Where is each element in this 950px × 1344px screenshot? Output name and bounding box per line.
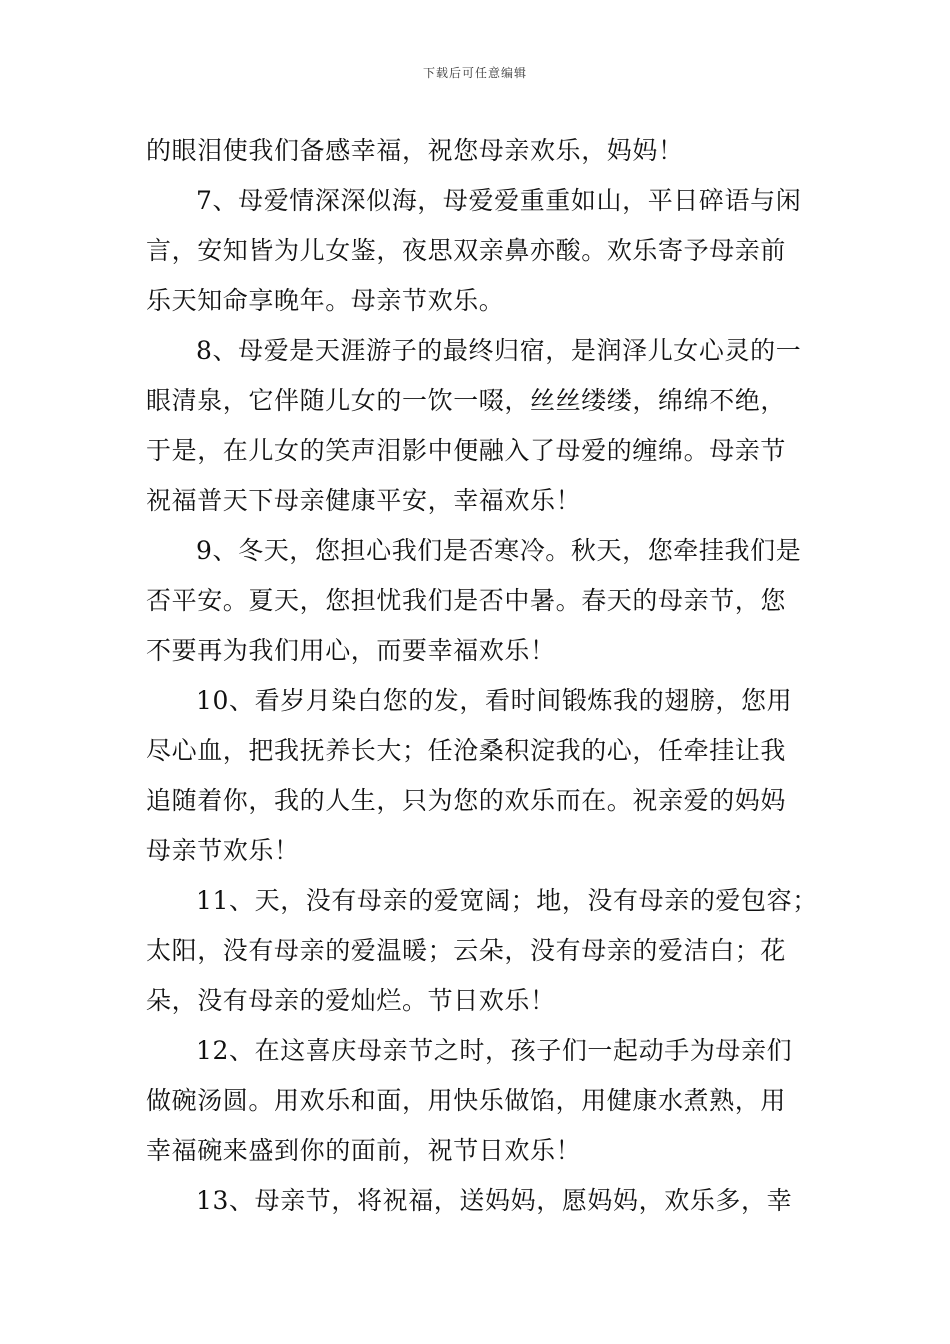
text-line: 不要再为我们用心，而要幸福欢乐！ [146, 636, 556, 665]
text-line: 10、看岁月染白您的发，看时间锻炼我的翅膀，您用 [196, 686, 793, 715]
text-line: 13、母亲节，将祝福，送妈妈，愿妈妈，欢乐多，幸 [196, 1186, 793, 1215]
text-line: 太阳，没有母亲的爱温暖；云朵，没有母亲的爱洁白；花 [146, 936, 787, 965]
text-line: 12、在这喜庆母亲节之时，孩子们一起动手为母亲们 [196, 1036, 793, 1065]
text-line: 幸福碗来盛到你的面前，祝节日欢乐！ [146, 1136, 582, 1165]
document-body [146, 126, 826, 1226]
text-line: 8、母爱是天涯游子的最终归宿，是润泽儿女心灵的一 [196, 336, 802, 365]
text-line: 7、母爱情深深似海，母爱爱重重如山，平日碎语与闲 [196, 186, 802, 215]
text-line: 乐天知命享晚年。母亲节欢乐。 [146, 286, 505, 315]
text-line: 的眼泪使我们备感幸福，祝您母亲欢乐，妈妈！ [146, 136, 684, 165]
text-line: 言，安知皆为儿女鉴，夜思双亲鼻亦酸。欢乐寄予母亲前 [146, 236, 787, 265]
text-line: 9、冬天，您担心我们是否寒冷。秋天，您牵挂我们是 [196, 536, 802, 565]
text-line: 做碗汤圆。用欢乐和面，用快乐做馅，用健康水煮熟，用 [146, 1086, 787, 1115]
text-line: 母亲节欢乐！ [146, 836, 300, 865]
text-line: 尽心血，把我抚养长大；任沧桑积淀我的心，任牵挂让我 [146, 736, 787, 765]
page-header: 下载后可任意编辑 [422, 66, 527, 80]
text-line: 于是，在儿女的笑声泪影中便融入了母爱的缠绵。母亲节 [146, 436, 787, 465]
text-line: 否平安。夏天，您担忧我们是否中暑。春天的母亲节，您 [146, 586, 787, 615]
text-line: 眼清泉，它伴随儿女的一饮一啜，丝丝缕缕，绵绵不绝， [146, 386, 787, 415]
text-line: 追随着你，我的人生，只为您的欢乐而在。祝亲爱的妈妈 [146, 786, 787, 815]
text-line: 祝福普天下母亲健康平安，幸福欢乐！ [146, 486, 582, 515]
text-line: 11、天，没有母亲的爱宽阔；地，没有母亲的爱包容； [196, 886, 818, 915]
text-line: 朵，没有母亲的爱灿烂。节日欢乐！ [146, 986, 556, 1015]
